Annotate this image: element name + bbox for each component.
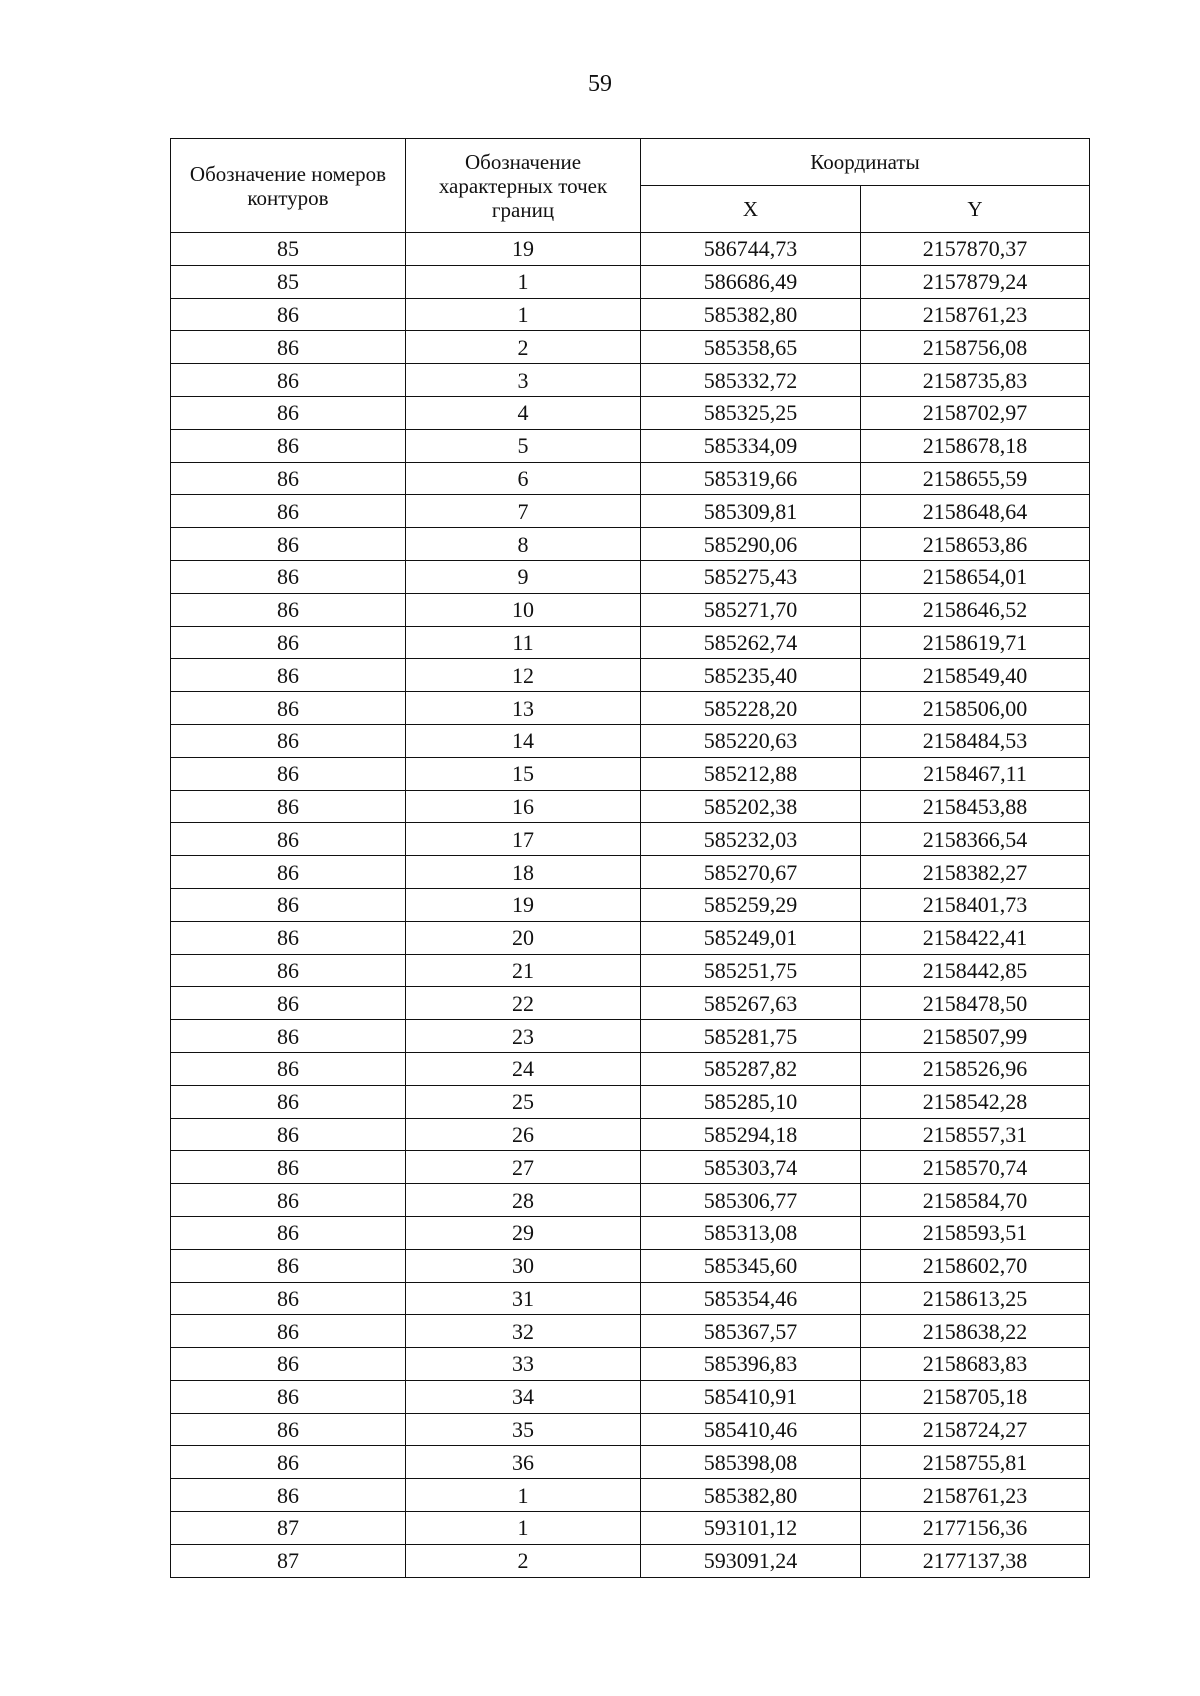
y-cell: 2158593,51 bbox=[861, 1216, 1090, 1249]
contour-cell: 86 bbox=[171, 495, 406, 528]
contour-cell: 86 bbox=[171, 1020, 406, 1053]
x-cell: 585220,63 bbox=[641, 724, 861, 757]
table-row bbox=[171, 1118, 1090, 1151]
table-row bbox=[171, 298, 1090, 331]
contour-cell: 86 bbox=[171, 1118, 406, 1151]
y-cell: 2158453,88 bbox=[861, 790, 1090, 823]
point-cell: 4 bbox=[406, 396, 641, 429]
x-cell: 593101,12 bbox=[641, 1512, 861, 1545]
point-cell: 8 bbox=[406, 528, 641, 561]
point-cell: 19 bbox=[406, 233, 641, 266]
table-row bbox=[171, 462, 1090, 495]
y-cell: 2158366,54 bbox=[861, 823, 1090, 856]
y-cell: 2158602,70 bbox=[861, 1249, 1090, 1282]
contour-cell: 86 bbox=[171, 856, 406, 889]
y-cell: 2158382,27 bbox=[861, 856, 1090, 889]
contour-cell: 87 bbox=[171, 1544, 406, 1577]
y-cell: 2158756,08 bbox=[861, 331, 1090, 364]
table-row bbox=[171, 626, 1090, 659]
table-row bbox=[171, 692, 1090, 725]
table-header bbox=[171, 139, 1090, 233]
y-cell: 2158724,27 bbox=[861, 1413, 1090, 1446]
contour-cell: 86 bbox=[171, 1413, 406, 1446]
contour-cell: 86 bbox=[171, 921, 406, 954]
y-cell: 2158542,28 bbox=[861, 1085, 1090, 1118]
x-cell: 585202,38 bbox=[641, 790, 861, 823]
y-cell: 2158467,11 bbox=[861, 757, 1090, 790]
y-cell: 2158526,96 bbox=[861, 1052, 1090, 1085]
x-cell: 585306,77 bbox=[641, 1184, 861, 1217]
contour-cell: 86 bbox=[171, 364, 406, 397]
x-cell: 585319,66 bbox=[641, 462, 861, 495]
x-cell: 585290,06 bbox=[641, 528, 861, 561]
y-cell: 2158613,25 bbox=[861, 1282, 1090, 1315]
y-cell: 2158638,22 bbox=[861, 1315, 1090, 1348]
x-cell: 585325,25 bbox=[641, 396, 861, 429]
table-row bbox=[171, 233, 1090, 266]
y-cell: 2158484,53 bbox=[861, 724, 1090, 757]
x-cell: 585354,46 bbox=[641, 1282, 861, 1315]
y-cell: 2158506,00 bbox=[861, 692, 1090, 725]
x-cell: 585271,70 bbox=[641, 593, 861, 626]
contour-cell: 86 bbox=[171, 659, 406, 692]
y-cell: 2158646,52 bbox=[861, 593, 1090, 626]
point-cell: 12 bbox=[406, 659, 641, 692]
point-cell: 27 bbox=[406, 1151, 641, 1184]
header-coordinates: Координаты bbox=[641, 139, 1090, 186]
y-cell: 2158683,83 bbox=[861, 1348, 1090, 1381]
table-body bbox=[171, 233, 1090, 1578]
point-cell: 24 bbox=[406, 1052, 641, 1085]
x-cell: 585410,91 bbox=[641, 1380, 861, 1413]
page-number: 59 bbox=[588, 71, 612, 97]
point-cell: 3 bbox=[406, 364, 641, 397]
point-cell: 19 bbox=[406, 888, 641, 921]
x-cell: 586744,73 bbox=[641, 233, 861, 266]
table-row bbox=[171, 1348, 1090, 1381]
x-cell: 585249,01 bbox=[641, 921, 861, 954]
x-cell: 585382,80 bbox=[641, 298, 861, 331]
point-cell: 32 bbox=[406, 1315, 641, 1348]
table-row bbox=[171, 1479, 1090, 1512]
table-row bbox=[171, 659, 1090, 692]
x-cell: 585275,43 bbox=[641, 560, 861, 593]
table-row bbox=[171, 1512, 1090, 1545]
x-cell: 585396,83 bbox=[641, 1348, 861, 1381]
point-cell: 20 bbox=[406, 921, 641, 954]
y-cell: 2177156,36 bbox=[861, 1512, 1090, 1545]
y-cell: 2158755,81 bbox=[861, 1446, 1090, 1479]
x-cell: 585212,88 bbox=[641, 757, 861, 790]
point-cell: 5 bbox=[406, 429, 641, 462]
table-row bbox=[171, 823, 1090, 856]
header-contour: Обозначение номеров контуров bbox=[171, 139, 406, 233]
table-row bbox=[171, 954, 1090, 987]
y-cell: 2158401,73 bbox=[861, 888, 1090, 921]
contour-cell: 86 bbox=[171, 331, 406, 364]
x-cell: 585285,10 bbox=[641, 1085, 861, 1118]
contour-cell: 87 bbox=[171, 1512, 406, 1545]
x-cell: 586686,49 bbox=[641, 265, 861, 298]
table-row bbox=[171, 1413, 1090, 1446]
y-cell: 2158761,23 bbox=[861, 298, 1090, 331]
contour-cell: 86 bbox=[171, 560, 406, 593]
table-row bbox=[171, 1446, 1090, 1479]
point-cell: 29 bbox=[406, 1216, 641, 1249]
table-row bbox=[171, 987, 1090, 1020]
contour-cell: 86 bbox=[171, 429, 406, 462]
x-cell: 585235,40 bbox=[641, 659, 861, 692]
point-cell: 13 bbox=[406, 692, 641, 725]
point-cell: 22 bbox=[406, 987, 641, 1020]
y-cell: 2158557,31 bbox=[861, 1118, 1090, 1151]
y-cell: 2157870,37 bbox=[861, 233, 1090, 266]
x-cell: 585270,67 bbox=[641, 856, 861, 889]
y-cell: 2158705,18 bbox=[861, 1380, 1090, 1413]
x-cell: 585358,65 bbox=[641, 331, 861, 364]
x-cell: 585410,46 bbox=[641, 1413, 861, 1446]
contour-cell: 86 bbox=[171, 1216, 406, 1249]
contour-cell: 86 bbox=[171, 1249, 406, 1282]
point-cell: 26 bbox=[406, 1118, 641, 1151]
x-cell: 585309,81 bbox=[641, 495, 861, 528]
header-y: Y bbox=[861, 186, 1090, 233]
table-row bbox=[171, 364, 1090, 397]
y-cell: 2157879,24 bbox=[861, 265, 1090, 298]
contour-cell: 86 bbox=[171, 396, 406, 429]
x-cell: 585259,29 bbox=[641, 888, 861, 921]
x-cell: 585398,08 bbox=[641, 1446, 861, 1479]
table-row bbox=[171, 331, 1090, 364]
contour-cell: 86 bbox=[171, 888, 406, 921]
table-row bbox=[171, 265, 1090, 298]
contour-cell: 85 bbox=[171, 233, 406, 266]
contour-cell: 86 bbox=[171, 823, 406, 856]
header-x: X bbox=[641, 186, 861, 233]
y-cell: 2158442,85 bbox=[861, 954, 1090, 987]
x-cell: 585334,09 bbox=[641, 429, 861, 462]
table-row bbox=[171, 856, 1090, 889]
coordinates-table bbox=[170, 138, 1090, 1578]
table-row bbox=[171, 1052, 1090, 1085]
y-cell: 2158761,23 bbox=[861, 1479, 1090, 1512]
x-cell: 585267,63 bbox=[641, 987, 861, 1020]
point-cell: 14 bbox=[406, 724, 641, 757]
table-row bbox=[171, 1085, 1090, 1118]
point-cell: 1 bbox=[406, 1479, 641, 1512]
point-cell: 15 bbox=[406, 757, 641, 790]
x-cell: 585287,82 bbox=[641, 1052, 861, 1085]
point-cell: 30 bbox=[406, 1249, 641, 1282]
point-cell: 16 bbox=[406, 790, 641, 823]
contour-cell: 86 bbox=[171, 1479, 406, 1512]
point-cell: 1 bbox=[406, 298, 641, 331]
y-cell: 2158653,86 bbox=[861, 528, 1090, 561]
contour-cell: 86 bbox=[171, 1348, 406, 1381]
x-cell: 585262,74 bbox=[641, 626, 861, 659]
x-cell: 585232,03 bbox=[641, 823, 861, 856]
y-cell: 2158648,64 bbox=[861, 495, 1090, 528]
y-cell: 2158735,83 bbox=[861, 364, 1090, 397]
y-cell: 2158549,40 bbox=[861, 659, 1090, 692]
point-cell: 23 bbox=[406, 1020, 641, 1053]
table-row bbox=[171, 429, 1090, 462]
y-cell: 2158654,01 bbox=[861, 560, 1090, 593]
y-cell: 2158619,71 bbox=[861, 626, 1090, 659]
x-cell: 585345,60 bbox=[641, 1249, 861, 1282]
point-cell: 18 bbox=[406, 856, 641, 889]
point-cell: 1 bbox=[406, 265, 641, 298]
point-cell: 33 bbox=[406, 1348, 641, 1381]
table-row bbox=[171, 921, 1090, 954]
x-cell: 585303,74 bbox=[641, 1151, 861, 1184]
table-row bbox=[171, 396, 1090, 429]
table-row bbox=[171, 528, 1090, 561]
contour-cell: 85 bbox=[171, 265, 406, 298]
table-row bbox=[171, 1216, 1090, 1249]
y-cell: 2158570,74 bbox=[861, 1151, 1090, 1184]
point-cell: 2 bbox=[406, 331, 641, 364]
point-cell: 21 bbox=[406, 954, 641, 987]
x-cell: 585367,57 bbox=[641, 1315, 861, 1348]
table-row bbox=[171, 724, 1090, 757]
contour-cell: 86 bbox=[171, 298, 406, 331]
table-row bbox=[171, 1020, 1090, 1053]
y-cell: 2158422,41 bbox=[861, 921, 1090, 954]
x-cell: 585382,80 bbox=[641, 1479, 861, 1512]
contour-cell: 86 bbox=[171, 1282, 406, 1315]
y-cell: 2158584,70 bbox=[861, 1184, 1090, 1217]
point-cell: 25 bbox=[406, 1085, 641, 1118]
header-point: Обозначение характерных точек границ bbox=[406, 139, 641, 233]
point-cell: 35 bbox=[406, 1413, 641, 1446]
table-row bbox=[171, 560, 1090, 593]
x-cell: 585313,08 bbox=[641, 1216, 861, 1249]
y-cell: 2177137,38 bbox=[861, 1544, 1090, 1577]
point-cell: 11 bbox=[406, 626, 641, 659]
x-cell: 593091,24 bbox=[641, 1544, 861, 1577]
table-row bbox=[171, 593, 1090, 626]
contour-cell: 86 bbox=[171, 1446, 406, 1479]
contour-cell: 86 bbox=[171, 626, 406, 659]
table-row bbox=[171, 1315, 1090, 1348]
contour-cell: 86 bbox=[171, 462, 406, 495]
table-row bbox=[171, 1282, 1090, 1315]
point-cell: 34 bbox=[406, 1380, 641, 1413]
contour-cell: 86 bbox=[171, 757, 406, 790]
point-cell: 17 bbox=[406, 823, 641, 856]
x-cell: 585332,72 bbox=[641, 364, 861, 397]
contour-cell: 86 bbox=[171, 954, 406, 987]
point-cell: 28 bbox=[406, 1184, 641, 1217]
y-cell: 2158702,97 bbox=[861, 396, 1090, 429]
table-row bbox=[171, 495, 1090, 528]
x-cell: 585294,18 bbox=[641, 1118, 861, 1151]
point-cell: 9 bbox=[406, 560, 641, 593]
contour-cell: 86 bbox=[171, 790, 406, 823]
contour-cell: 86 bbox=[171, 1315, 406, 1348]
point-cell: 10 bbox=[406, 593, 641, 626]
contour-cell: 86 bbox=[171, 692, 406, 725]
contour-cell: 86 bbox=[171, 1184, 406, 1217]
contour-cell: 86 bbox=[171, 724, 406, 757]
table-row bbox=[171, 1151, 1090, 1184]
x-cell: 585251,75 bbox=[641, 954, 861, 987]
x-cell: 585281,75 bbox=[641, 1020, 861, 1053]
y-cell: 2158478,50 bbox=[861, 987, 1090, 1020]
table-row bbox=[171, 1380, 1090, 1413]
contour-cell: 86 bbox=[171, 593, 406, 626]
x-cell: 585228,20 bbox=[641, 692, 861, 725]
contour-cell: 86 bbox=[171, 1085, 406, 1118]
point-cell: 1 bbox=[406, 1512, 641, 1545]
point-cell: 2 bbox=[406, 1544, 641, 1577]
table-row bbox=[171, 790, 1090, 823]
contour-cell: 86 bbox=[171, 528, 406, 561]
y-cell: 2158507,99 bbox=[861, 1020, 1090, 1053]
y-cell: 2158655,59 bbox=[861, 462, 1090, 495]
contour-cell: 86 bbox=[171, 1380, 406, 1413]
table-row bbox=[171, 1184, 1090, 1217]
table-row bbox=[171, 1544, 1090, 1577]
table-row bbox=[171, 888, 1090, 921]
y-cell: 2158678,18 bbox=[861, 429, 1090, 462]
contour-cell: 86 bbox=[171, 987, 406, 1020]
table-row bbox=[171, 1249, 1090, 1282]
contour-cell: 86 bbox=[171, 1052, 406, 1085]
point-cell: 36 bbox=[406, 1446, 641, 1479]
point-cell: 31 bbox=[406, 1282, 641, 1315]
point-cell: 6 bbox=[406, 462, 641, 495]
point-cell: 7 bbox=[406, 495, 641, 528]
table-row bbox=[171, 757, 1090, 790]
contour-cell: 86 bbox=[171, 1151, 406, 1184]
